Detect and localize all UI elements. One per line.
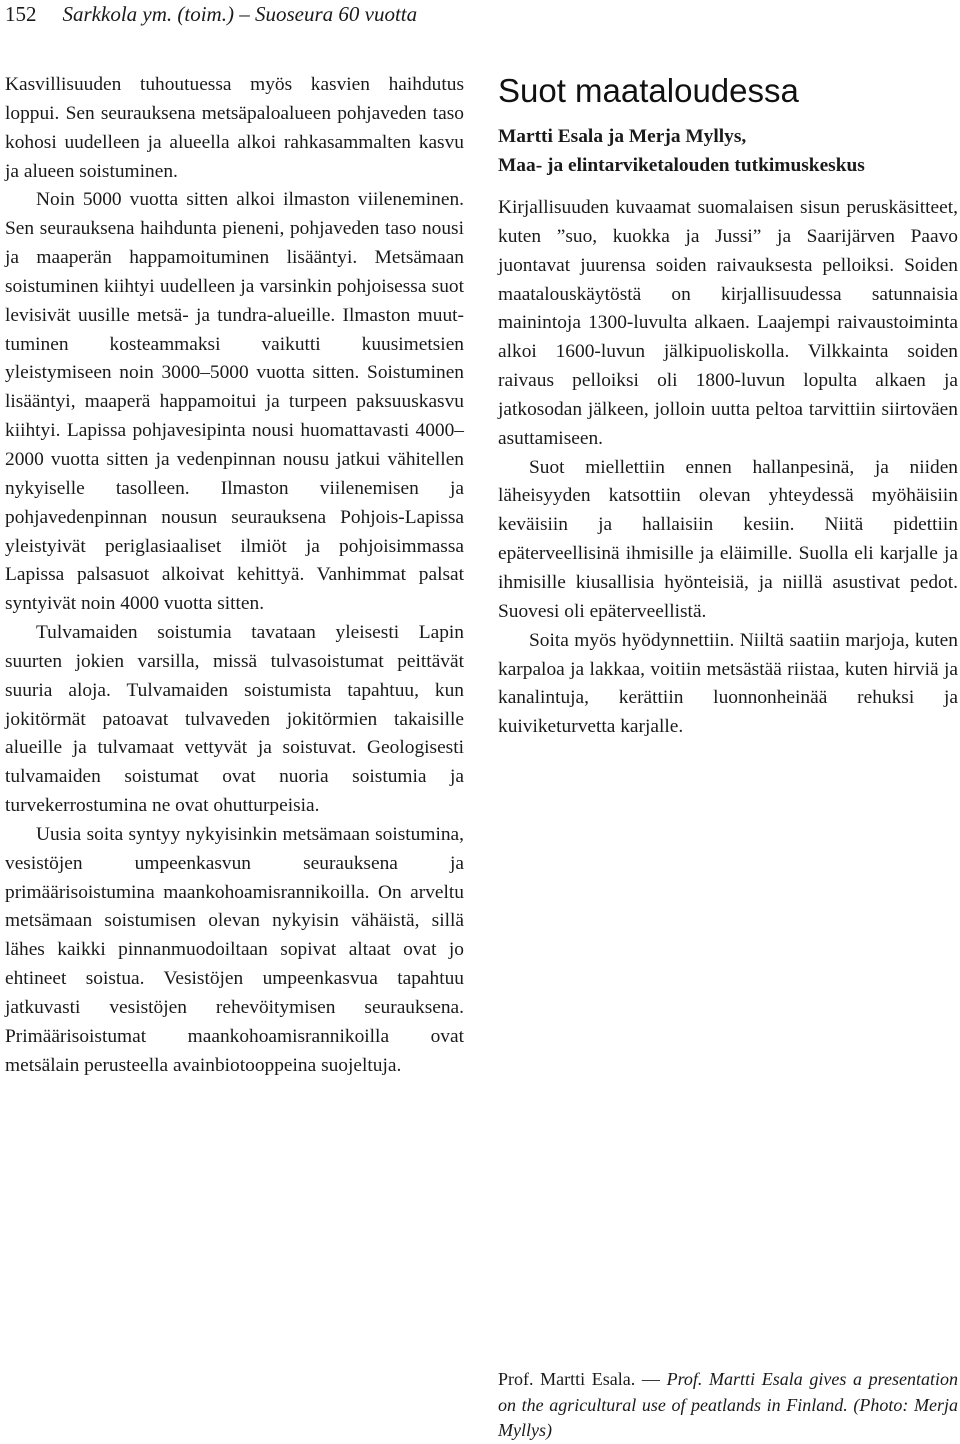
right-paragraph-3: Soita myös hyödynnettiin. Niiltä saatiin marjoja, kuten karpaloa ja lakkaa, voitiin metsästää riistaa, kuten hirviä ja kanalintuja, kerättiin luonnonheinää rehuksi ja kuiviketurvetta karjalle.	[498, 629, 958, 738]
left-paragraph-3: Tulvamaiden soistumia tavataan yleisesti Lapin suurten jokien varsilla, missä tulvasoistumat peittävät suuria aloja. Tulvamaiden soistumista tapahtuu, kun jokitörmät patoavat tulvaveden jokitörmien takaisille alueille ja tulvamaat vettyvät ja soistuvat. Geologisesti tulvamaiden soistumat ovat nuoria soistumia ja turvekerrostumina ne ovat ohutturpeisia.	[5, 622, 464, 817]
right-column	[498, 194, 958, 742]
right-paragraph-2: Suot miellettiin ennen hallanpesinä, ja niiden läheisyyden katsottiin olevan yhteydessä myöhäisiin keväisiin ja hallaisiin kesiin. Niitä pidettiin epäterveellisinä ihmisille ja eläimille. Suolla eli karjalle ja ihmisille kiusallisia hyönteisiä, ja niillä asustivat pedot. Suovesi oli epäterveellistä.	[498, 456, 958, 622]
authors-names: Martti Esala ja Merja Myllys,	[498, 126, 747, 147]
caption-text: Prof. Martti Esala gives a presentation on the agricultural use of peatlands in Finland. (Photo: Merja Myllys)	[498, 1369, 958, 1440]
left-paragraph-2: Noin 5000 vuotta sitten alkoi ilmaston viileneminen. Sen seurauksena haihdunta pieneni, pohjaveden taso nousi ja maaperän happamoituminen lisääntyi. Metsämaan soistuminen kiihtyi uudelleen ja varsinkin pohjoisessa suot levisivät uusille metsä- ja tundra-alueille. Ilmaston muuttuminen kosteammaksi vaikutti kuusimetsien yleistymiseen noin 3000–5000 vuotta sitten. Soistuminen lisääntyi, maaperä happamoitui ja turpeen paksuuskasvu kiihtyi. Lapissa pohjavesipinta nousi huomattavasti 4000–2000 vuotta sitten ja vedenpinnan nousu jatkui vähitellen nykyiselle tasolleen. Ilmaston viilenemisen ja pohjavedenpinnan nousun seurauksena Pohjois-Lapissa yleistyivät periglasiaaliset ilmiöt ja pohjoisimmassa Lapissa palsasuot alkoivat kehittyä. Vanhimmat palsat syntyivät noin 4000 vuotta sitten.	[5, 189, 464, 615]
article-title: Suot maataloudessa	[498, 72, 799, 109]
right-paragraph-1: Kirjallisuuden kuvaamat suomalaisen sisun peruskäsitteet, kuten ”suo, kuokka ja Jussi” ja Saarijärven Paavo juontavat juurensa soiden raivauksesta pelloiksi. Soiden maatalouskäytöstä on kirjallisuudessa satunnaisia mainintoja 1300-luvulta alkaen. Laajempi raivaustoiminta alkoi 1600-luvun jälkipuoliskolla. Vilkkainta soiden raivaus pelloiksi oli 1800-luvun lopulta alkaen ja jatkosodan jälkeen, jolloin uutta peltoa tarvittiin siirtoväen asuttamiseen.	[498, 197, 958, 449]
page-number: 152	[5, 2, 37, 26]
left-column	[5, 71, 464, 1081]
left-paragraph-4: Uusia soita syntyy nykyisinkin metsämaan soistumina, vesistöjen umpeenkasvun seurauksena ja primäärisoistumina maankohoamisrannikoilla. On arveltu metsämaan soistumisen olevan nykyisin vähäistä, sillä lähes kaikki pinnanmuodoiltaan sopivat altaat ovat jo ehtineet soistua. Vesistöjen umpeenkasvua tapahtuu jatkuvasti vesistöjen rehevöitymisen seurauksena. Primäärisoistumat maankohoamisrannikoilla ovat metsälain perusteella avainbiotooppeina suojeltuja.	[5, 823, 464, 1076]
authors-affiliation: Maa- ja elintarviketalouden tutkimuskeskus	[498, 154, 865, 176]
article-authors	[498, 123, 958, 180]
running-header	[5, 0, 417, 28]
caption-label: Prof. Martti Esala. —	[498, 1369, 667, 1389]
running-title: Sarkkola ym. (toim.) – Suoseura 60 vuotta	[62, 2, 418, 26]
photo-caption	[498, 1367, 958, 1444]
left-paragraph-1: Kasvillisuuden tuhoutuessa myös kasvien haihdutus loppui. Sen seurauksena metsäpaloalueen pohjaveden taso kohosi uudelleen ja alueella alkoi rahkasammalten kasvu ja alueen soistuminen.	[5, 74, 464, 182]
